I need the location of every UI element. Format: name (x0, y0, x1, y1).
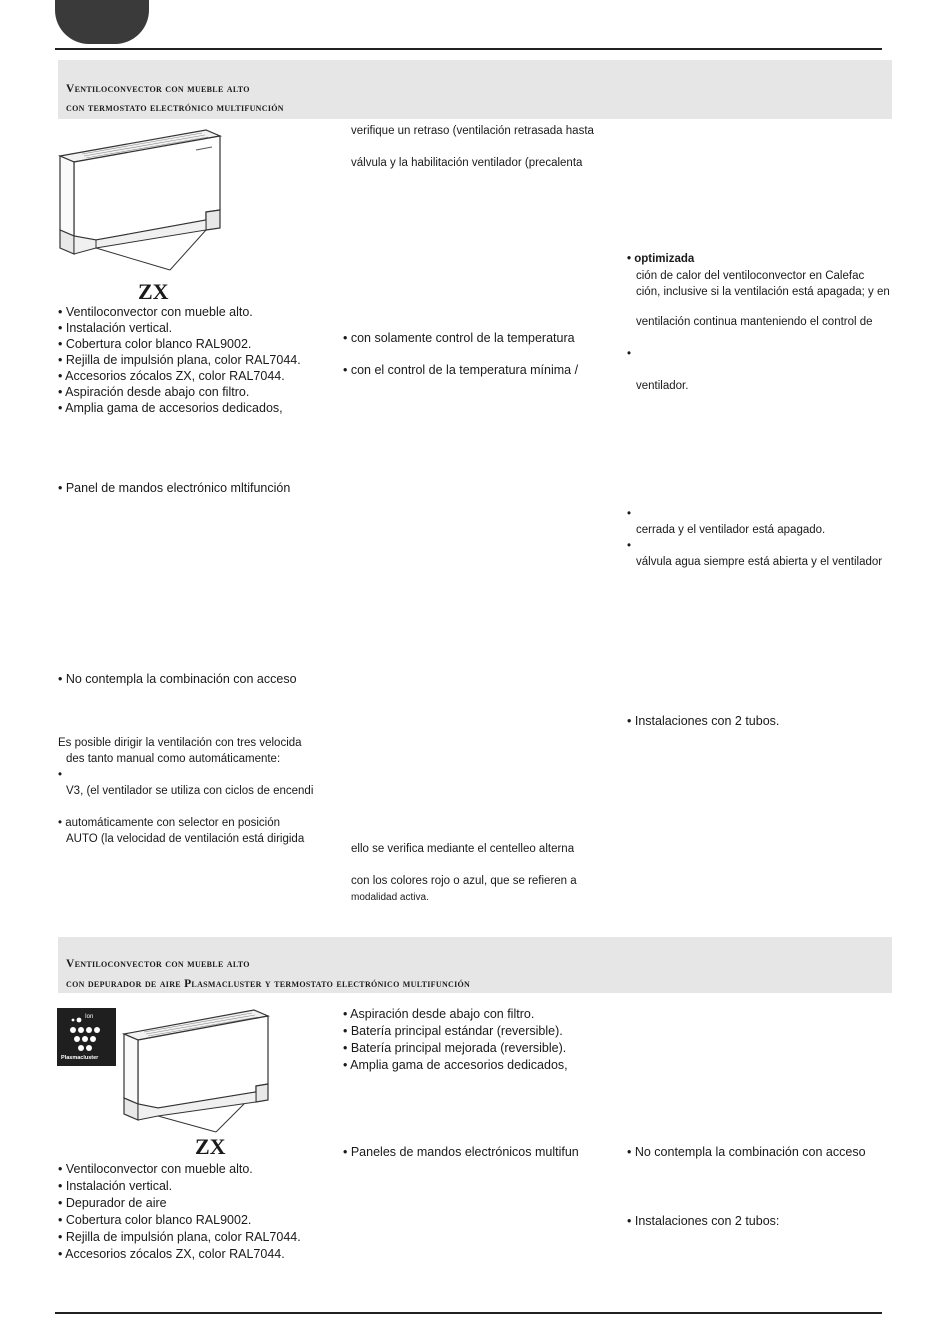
panel-text: • Panel de mandos electrónico mltifunción (58, 481, 291, 495)
mid-line-1: verifique un retraso (ventilación retrasada hasta (351, 125, 594, 137)
feature-item: • Rejilla de impulsión plana, color RAL7044. (58, 353, 301, 367)
right-bullet-2: • (627, 508, 632, 520)
speed-line-3: V3, (el ventilador se utiliza con ciclos de encendi (66, 785, 314, 797)
feature-item: • Accesorios zócalos ZX, color RAL7044. (58, 1247, 285, 1261)
feature-item: • Ventiloconvector con mueble alto. (58, 1162, 253, 1176)
no-combo-text: • No contempla la combinación con acceso (58, 672, 297, 686)
bottom-rule (55, 1312, 882, 1314)
mid-temp-min: • con el control de la temperatura mínima / (343, 363, 579, 377)
no-combo-text-2: • No contempla la combinación con acceso (627, 1145, 866, 1159)
speed-line-2: des tanto manual como automáticamente: (66, 753, 281, 765)
speed-line-1: Es posible dirigir la ventilación con tres velocida (58, 737, 302, 749)
feature-item: • Instalación vertical. (58, 321, 173, 335)
speed-bullet: • (58, 769, 63, 781)
mid-line-2: válvula y la habilitación ventilador (precalenta (351, 157, 583, 169)
mid-flash-1: ello se verifica mediante el centelleo alterna (351, 843, 575, 855)
section1-title-line2: con termostato electrónico multifunción (66, 102, 284, 114)
feature-item: • Rejilla de impulsión plana, color RAL7044. (58, 1230, 301, 1244)
tubes-text: • Instalaciones con 2 tubos: (627, 1214, 780, 1228)
page-tab (55, 0, 149, 44)
logo-ion-text: Ion (85, 1014, 94, 1020)
panels-text: • Paneles de mandos electrónicos multifun (343, 1145, 579, 1159)
feature-item: • Accesorios zócalos ZX, color RAL7044. (58, 369, 285, 383)
feature-item: • Amplia gama de accesorios dedicados, (343, 1058, 568, 1072)
section2-feature-list-mid (343, 1006, 568, 1074)
right-bullet-3: • (627, 540, 632, 552)
section1-feature-list (58, 304, 301, 416)
top-rule (55, 48, 882, 50)
right-open: válvula agua siempre está abierta y el ventilador (636, 556, 883, 568)
right-opt-1: ción de calor del ventiloconvector en Calefac (636, 270, 865, 282)
section2-title-line2: con depurador de aire Plasmacluster y termostato electrónico multifunción (66, 978, 471, 990)
feature-item: • Aspiración desde abajo con filtro. (58, 385, 250, 399)
fancoil-unit-illustration (56, 124, 228, 272)
feature-item: • Instalación vertical. (58, 1179, 173, 1193)
auto-line-1: • automáticamente con selector en posición (58, 817, 281, 829)
mid-flash-3: modalidad activa. (351, 892, 429, 903)
right-closed: cerrada y el ventilador está apagado. (636, 524, 826, 536)
feature-item: • Batería principal mejorada (reversible). (343, 1041, 567, 1055)
right-opt-3: ventilación continua manteniendo el control de (636, 316, 873, 328)
feature-item: • Amplia gama de accesorios dedicados, (58, 401, 283, 415)
section1-title-line1: Ventiloconvector con mueble alto (66, 83, 250, 95)
section2-title-line1: Ventiloconvector con mueble alto (66, 958, 250, 970)
right-fan: ventilador. (636, 380, 689, 392)
feature-item: • Ventiloconvector con mueble alto. (58, 305, 253, 319)
plasmacluster-logo (57, 1008, 116, 1066)
mid-flash-2: con los colores rojo o azul, que se refieren a (351, 875, 577, 887)
right-opt-title: • optimizada (627, 253, 695, 265)
feature-item: • Depurador de aire (58, 1196, 167, 1210)
right-bullet: • (627, 348, 632, 360)
feature-item: • Cobertura color blanco RAL9002. (58, 337, 252, 351)
feature-item: • Cobertura color blanco RAL9002. (58, 1213, 252, 1227)
logo-brand-text: Plasmacluster (61, 1055, 99, 1061)
fancoil-plasmacluster-illustration (120, 1004, 278, 1136)
section2-feature-list-left (58, 1161, 301, 1263)
model-label-zx: ZX (138, 279, 169, 304)
auto-line-2: AUTO (la velocidad de ventilación está dirigida (66, 833, 305, 845)
mid-temp-only: • con solamente control de la temperatura (343, 331, 575, 345)
feature-item: • Aspiración desde abajo con filtro. (343, 1007, 535, 1021)
right-opt-2: ción, inclusive si la ventilación está apagada; y en (636, 286, 890, 298)
model-label-zx-2: ZX (195, 1134, 226, 1159)
right-tubes: • Instalaciones con 2 tubos. (627, 714, 780, 728)
feature-item: • Batería principal estándar (reversible). (343, 1024, 563, 1038)
